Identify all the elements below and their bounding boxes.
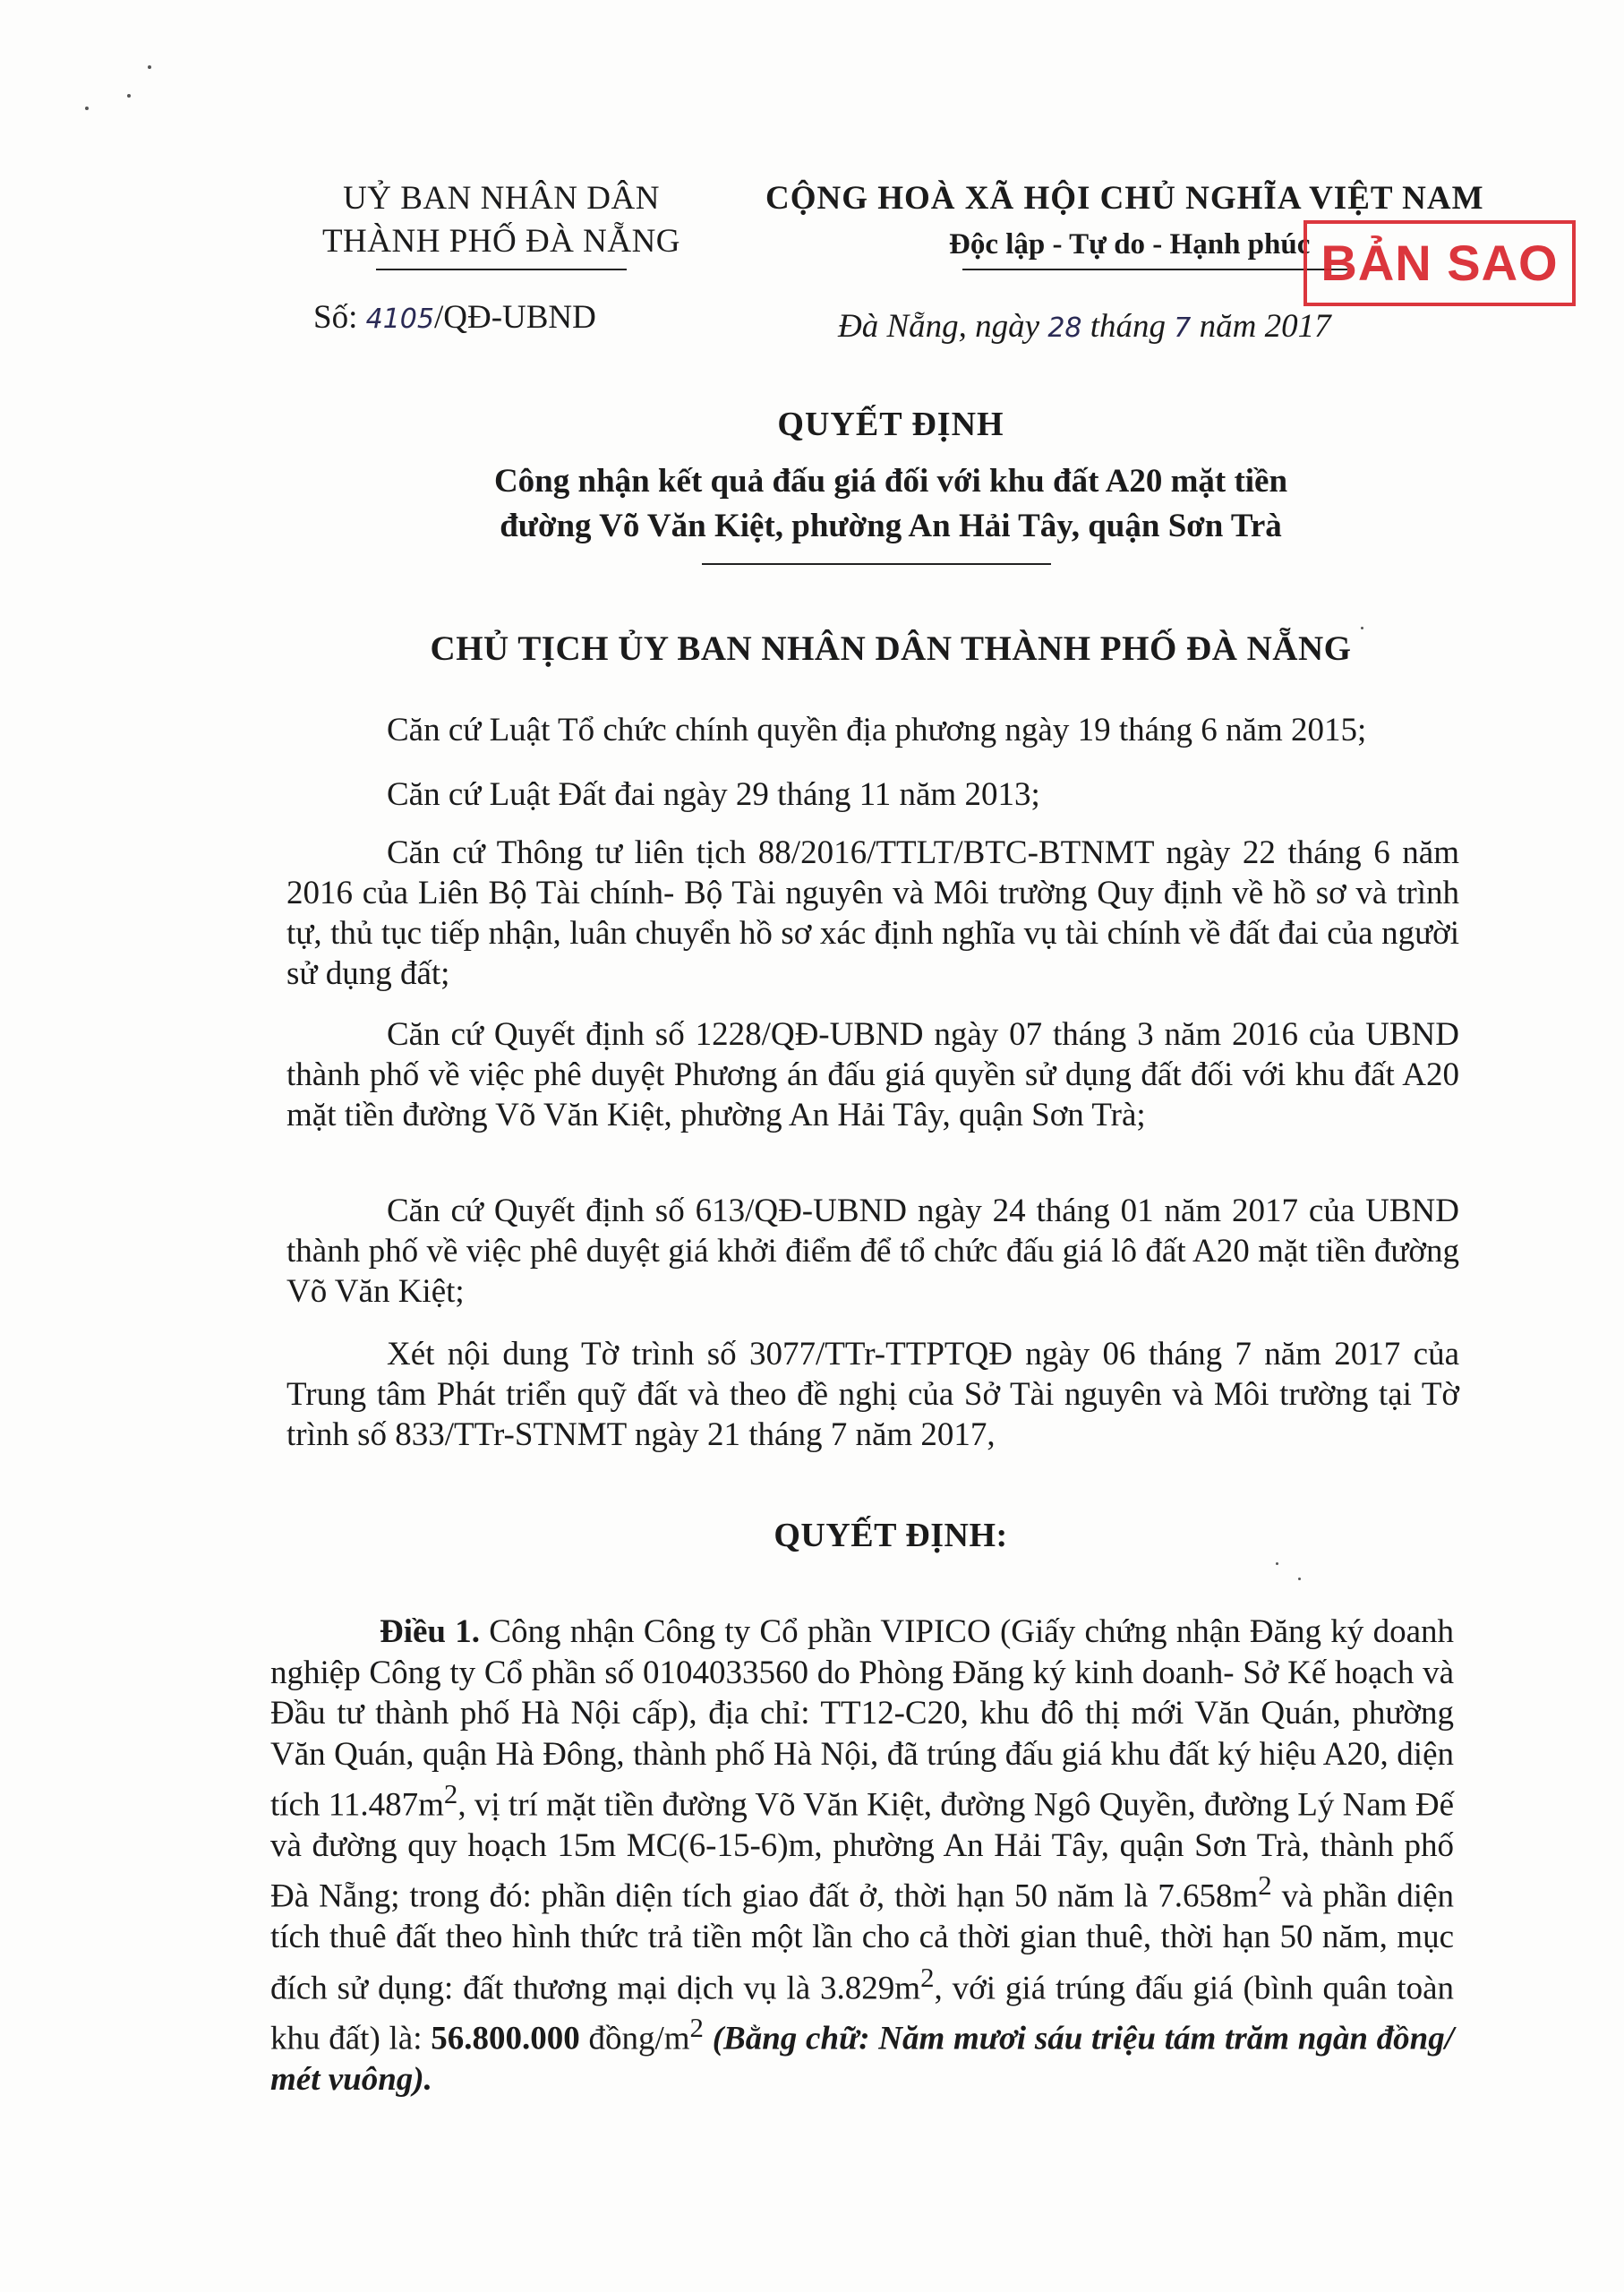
legal-basis: Căn cứ Luật Đất đai ngày 29 tháng 11 năm 2013; [387, 776, 1040, 813]
article-text-a: Công nhận Công ty Cổ phần VIPICO (Giấy chứng nhận Đăng ký doanh nghiệp Công ty Cổ phần số 0104033560 do Phòng Đăng ký kinh doanh- Sở Kế hoạch và Đầu tư thành phố Hà Nội cấp), địa chỉ: TT12-C20, khu đô thị mới Văn Quán, phường Văn Quán, quận Hà Đông, thành phố Hà Nội, đã trúng đấu giá khu đất ký hiệu A20, diện tích 11.487m [270, 1613, 1454, 1824]
subtitle-line-1: Công nhận kết quả đấu giá đối với khu đất A20 mặt tiền [493, 463, 1288, 500]
scan-speck [85, 107, 89, 110]
subtitle-underline [702, 563, 1051, 565]
legal-basis: Căn cứ Thông tư liên tịch 88/2016/TTLT/BTC-BTNMT ngày 22 tháng 6 năm 2016 của Liên Bộ Tài chính- Bộ Tài nguyên và Môi trường Quy định về hồ sơ và trình tự, thủ tục tiếp nhận, luân chuyển hồ sơ xác định nghĩa vụ tài chính về đất đai của người sử dụng đất; [286, 834, 1459, 992]
national-motto: Độc lập - Tự do - Hạnh phúc [949, 228, 1311, 261]
date-year: năm 2017 [1199, 308, 1331, 345]
agency-line-2: THÀNH PHỐ ĐÀ NẴNG [321, 223, 681, 260]
national-title: CỘNG HOÀ XÃ HỘI CHỦ NGHĨA VIỆT NAM [765, 180, 1484, 217]
document-subtitle [0, 459, 1624, 549]
date-prefix: Đà Nẵng, ngày [838, 308, 1040, 345]
number-suffix: /QĐ-UBND [433, 299, 596, 336]
legal-basis: Căn cứ Quyết định số 1228/QĐ-UBND ngày 07 tháng 3 năm 2016 của UBND thành phố về việc phê duyệt Phương án đấu giá quyền sử dụng đất đối với khu đất A20 mặt tiền đường Võ Văn Kiệt, phường An Hải Tây, quận Sơn Trà; [286, 1016, 1459, 1133]
agency-underline [376, 269, 627, 270]
legal-basis: Xét nội dung Tờ trình số 3077/TTr-TTPTQĐ ngày 06 tháng 7 năm 2017 của Trung tâm Phát triển quỹ đất và theo đề nghị của Sở Tài nguyên và Môi trường tại Tờ trình số 833/TTr-STNMT ngày 21 tháng 7 năm 2017, [286, 1336, 1459, 1453]
scan-speck [127, 94, 131, 98]
agency-line-1: UỶ BAN NHÂN DÂN [343, 180, 660, 217]
legal-basis: Căn cứ Quyết định số 613/QĐ-UBND ngày 24 tháng 01 năm 2017 của UBND thành phố về việc phê duyệt giá khởi điểm để tổ chức đấu giá lô đất A20 mặt tiền đường Võ Văn Kiệt; [286, 1193, 1459, 1310]
decision-heading: QUYẾT ĐỊNH: [774, 1517, 1008, 1554]
area-superscript: 2 [1258, 1870, 1272, 1902]
article-text-b: , vị trí mặt tiền đường Võ Văn Kiệt, đường Ngô Quyền, đường Lý Nam Đế và đường quy hoạch 15m MC(6-15-6)m, phường An Hải Tây, quận Sơn Trà, thành phố Đà Nẵng; trong đó: phần diện tích giao đất ở, thời hạn 50 năm là 7.658m [270, 1786, 1454, 1915]
issuing-authority: CHỦ TỊCH ỦY BAN NHÂN DÂN THÀNH PHỐ ĐÀ NẴNG [430, 629, 1352, 668]
winning-price: 56.800.000 [431, 2020, 580, 2057]
number-handwritten: 4105 [365, 304, 434, 335]
area-superscript: 2 [689, 2013, 704, 2044]
article-text-d: , với giá trúng đấu giá (bình quân toàn khu đất) là: [270, 1969, 1454, 2057]
number-prefix: Số: [313, 299, 358, 336]
article-text-c: và phần diện tích thuê đất theo hình thức trả tiền một lần cho cả thời gian thuê, thời hạn 50 năm, mục đích sử dụng: đất thương mại dịch vụ là 3.829m [270, 1877, 1454, 2006]
date-month-word: tháng [1090, 308, 1167, 345]
scan-speck [148, 65, 151, 69]
copy-stamp: BẢN SAO [1303, 220, 1576, 306]
legal-basis: Căn cứ Luật Tổ chức chính quyền địa phương ngày 19 tháng 6 năm 2015; [387, 712, 1367, 748]
price-in-words: (Bằng chữ: Năm mươi sáu triệu tám trăm ngàn đồng/ mét vuông). [270, 2020, 1454, 2099]
date-day: 28 [1047, 312, 1082, 344]
area-superscript: 2 [443, 1779, 458, 1809]
scan-speck [1298, 1578, 1301, 1580]
issue-date [838, 307, 1331, 346]
document-title: QUYẾT ĐỊNH [777, 406, 1004, 443]
area-superscript: 2 [920, 1962, 935, 1993]
article-label: Điều 1. [380, 1613, 481, 1650]
motto-underline [962, 269, 1347, 270]
price-unit: đồng/m [579, 2020, 690, 2057]
scan-speck [1276, 1562, 1278, 1565]
article-1 [270, 1612, 1454, 2100]
date-month: 7 [1174, 312, 1192, 344]
subtitle-line-2: đường Võ Văn Kiệt, phường An Hải Tây, quận Sơn Trà [500, 508, 1282, 544]
issuing-agency [269, 177, 734, 263]
document-number [313, 298, 596, 337]
